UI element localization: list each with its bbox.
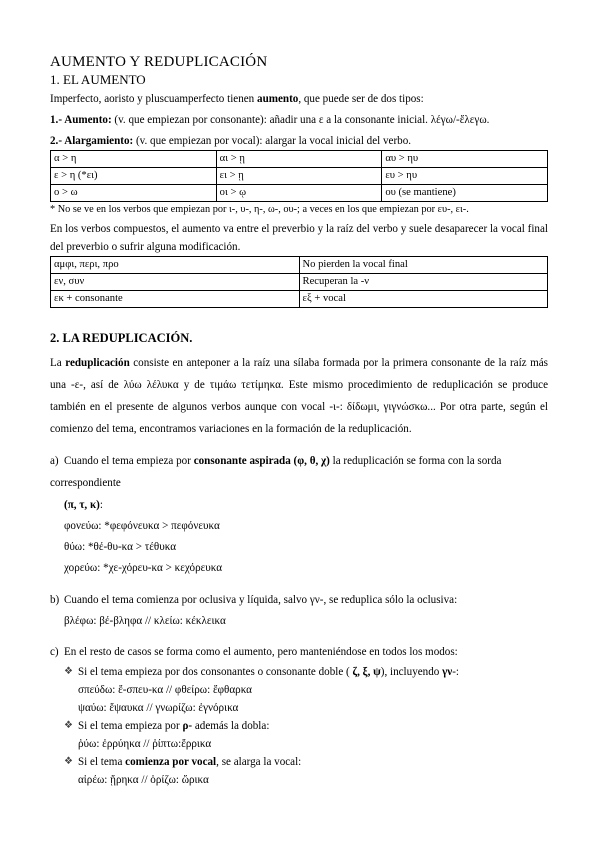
lengthening-rule: 2.- Alargamiento: (v. que empiezan por vocal): alargar la vocal inicial del verbo. [50, 135, 412, 147]
section-1-intro: Imperfecto, aoristo y pluscuamperfecto tienen aumento, que puede ser de dos tipos: [50, 93, 424, 105]
table-cell: οι > ῳ [216, 185, 382, 202]
table-row [51, 291, 548, 308]
table-cell: ευ > ηυ [382, 168, 548, 185]
table-cell: εξ + vocal [299, 291, 548, 308]
lengthening-table [50, 150, 548, 202]
bullet-icon: ❖ [64, 666, 73, 677]
table-cell: ε > η (*ει) [51, 168, 217, 185]
table-cell: ο > ω [51, 185, 217, 202]
table-cell: αι > ῃ [216, 151, 382, 168]
section-1-heading: 1. EL AUMENTO [50, 72, 146, 87]
bullet-icon: ❖ [64, 756, 73, 767]
example-line: θύω: *θέ-θυ-κα > τέθυκα [64, 541, 177, 553]
example-line: αἱρέω: ᾕρηκα // ὁρίζω: ὥρικα [78, 774, 209, 786]
table-cell: εν, συν [51, 274, 300, 291]
table-row [51, 151, 548, 168]
table-cell: No pierden la vocal final [299, 257, 548, 274]
example-line: ῥύω: ἐρρύηκα // ῥίπτω:ἔρρικα [78, 738, 212, 750]
augment-rule: 1.- Aumento: (v. que empiezan por consonante): añadir una ε a la consonante inicial. λέγω/-ἔλεγω. [50, 114, 490, 126]
table-row [51, 168, 548, 185]
table-row [51, 185, 548, 202]
list-item-a: a) Cuando el tema empieza por consonante aspirada (φ, θ, χ) la reduplicación se forma con la sorda correspondiente (π, τ, κ): φονεύω: *φεφόνευκα > πεφόνευκα θύω: *θέ-θυ-κα > τέθυκα χορεύω: *χε-χόρευ-κα > κεχόρευκα [50, 450, 548, 579]
bullet-item: ❖ Si el tema comienza por vocal, se alarga la vocal: [50, 753, 548, 771]
reduplication-definition: La reduplicación consiste en anteponer a la raíz una sílaba formada por la primera consonante de la raíz más una -ε-, así de λύω λέλυκα y de τιμάω τετίμηκα. Este mismo procedimiento de reduplicación se produce también en el presente de algunos verbos aunque con vocal -ι-: δίδωμι, γιγνώσκω... Por otra parte, según el comienzo del tema, encontramos variaciones en la formación de la reduplicación. [50, 357, 548, 435]
compound-verbs-text: En los verbos compuestos, el aumento va entre el preverbio y la raíz del verbo y suele desaparecer la vocal final del preverbio o sufrir alguna modificación. [50, 223, 548, 253]
example-line: σπεύδω: ἔ-σπευ-κα // φθείρω: ἔφθαρκα [78, 684, 252, 696]
table-cell: εκ + consonante [51, 291, 300, 308]
section-2-heading: 2. LA REDUPLICACIÓN. [50, 331, 193, 345]
table-row [51, 274, 548, 291]
list-item-c: c) En el resto de casos se forma como el aumento, pero manteniéndose en todos los modos: ❖ Si el tema empieza por dos consonantes o consonante doble ( ζ, ξ, ψ), incluyendo γν-: σπεύδω: ἔ-σπευ-κα // φθείρω: ἔφθαρκα ψαύω: ἔψαυκα // γνωρίζω: ἐγνόρικα ❖ Si el tema empieza por ρ- además la dobla: ῥύω: ἐρρύηκα // ῥίπτω:ἔρρικα ❖ Si el tema comienza por vocal, se alarga la vocal: αἱρέω: ᾕρηκα // ὁρίζω: ὥρικα [50, 641, 548, 789]
bullet-icon: ❖ [64, 720, 73, 731]
table-cell: αμφι, περι, προ [51, 257, 300, 274]
table-cell: α > η [51, 151, 217, 168]
preverb-table [50, 256, 548, 308]
document-page [50, 52, 548, 789]
list-item-b: b) Cuando el tema comienza por oclusiva y líquida, salvo γν-, se reduplica sólo la oclusiva: βλέφω: βέ-βληφα // κλείω: κέκλεικα [50, 589, 548, 631]
table-cell: ου (se mantiene) [382, 185, 548, 202]
bullet-item: ❖ Si el tema empieza por dos consonantes o consonante doble ( ζ, ξ, ψ), incluyendo γν-: [50, 663, 548, 681]
example-line: φονεύω: *φεφόνευκα > πεφόνευκα [64, 520, 220, 532]
bullet-item: ❖ Si el tema empieza por ρ- además la dobla: [50, 717, 548, 735]
example-line: χορεύω: *χε-χόρευ-κα > κεχόρευκα [64, 562, 223, 574]
table-cell: αυ > ηυ [382, 151, 548, 168]
example-line: ψαύω: ἔψαυκα // γνωρίζω: ἐγνόρικα [78, 702, 239, 714]
table-row [51, 257, 548, 274]
example-line: βλέφω: βέ-βληφα // κλείω: κέκλεικα [64, 615, 226, 627]
footnote: * No se ve en los verbos que empiezan por ι-, υ-, η-, ω-, ου-; a veces en los que empiezan por ευ-, ει-. [50, 204, 469, 215]
table-cell: ει > ῃ [216, 168, 382, 185]
table-cell: Recuperan la -ν [299, 274, 548, 291]
page-title: AUMENTO Y REDUPLICACIÓN [50, 54, 268, 70]
